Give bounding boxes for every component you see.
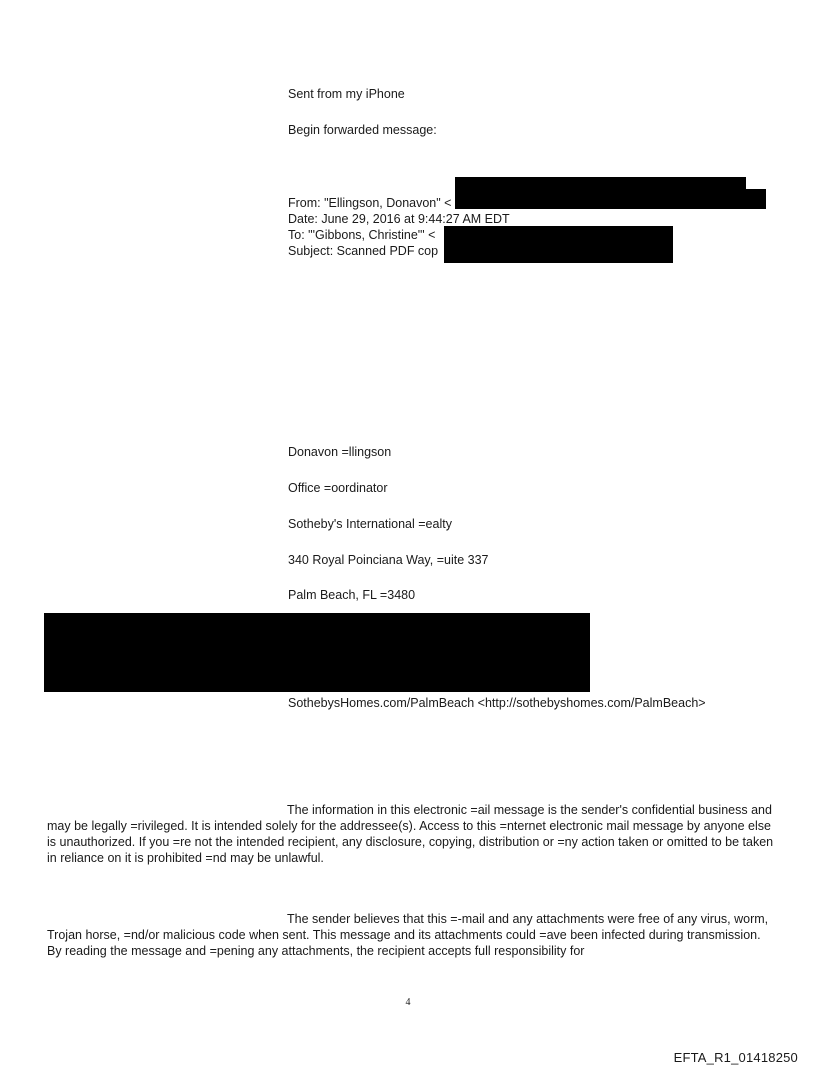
signature-name: Donavon =llingson (288, 445, 392, 459)
signature-website: SothebysHomes.com/PalmBeach <http://sothebyshomes.com/PalmBeach> (288, 696, 706, 710)
signature-city: Palm Beach, FL =3480 (288, 588, 416, 602)
redaction-box (455, 189, 766, 209)
disclaimer-paragraph: The information in this electronic =ail message is the sender's confidential business and may be legally =rivileged. It is intended solely for the addressee(s). Access to this =nternet electronic mail message by anyone else is unauthorized. If you =re not the intended recipient, any disclosure, copying, distribution or =ny action taken or omitted to be taken in reliance on it is prohibited =nd may be unlawful. (47, 803, 774, 865)
header-subject: Subject: Scanned PDF cop (288, 244, 439, 258)
redaction-box (44, 613, 590, 692)
bates-number: EFTA_R1_01418250 (673, 1050, 798, 1065)
header-date: Date: June 29, 2016 at 9:44:27 AM EDT (288, 212, 510, 226)
signature-company: Sotheby's International =ealty (288, 517, 452, 531)
forward-intro: Begin forwarded message: (288, 123, 437, 137)
signature-address: 340 Royal Poinciana Way, =uite 337 (288, 553, 489, 567)
redaction-box (444, 226, 673, 263)
header-to: To: "'Gibbons, Christine'" < (288, 228, 436, 242)
signature-title: Office =oordinator (288, 481, 388, 495)
header-from: From: "Ellingson, Donavon" < (288, 196, 452, 210)
sent-from-line: Sent from my iPhone (288, 87, 405, 101)
page-number: 4 (405, 997, 411, 1008)
disclaimer-paragraph: The sender believes that this =-mail and any attachments were free of any virus, worm, Trojan horse, =nd/or malicious code when sent. This message and its attachments could =ave been infected during transmission. By reading the message and =pening any attachments, the recipient accepts full responsibility for (47, 912, 769, 958)
